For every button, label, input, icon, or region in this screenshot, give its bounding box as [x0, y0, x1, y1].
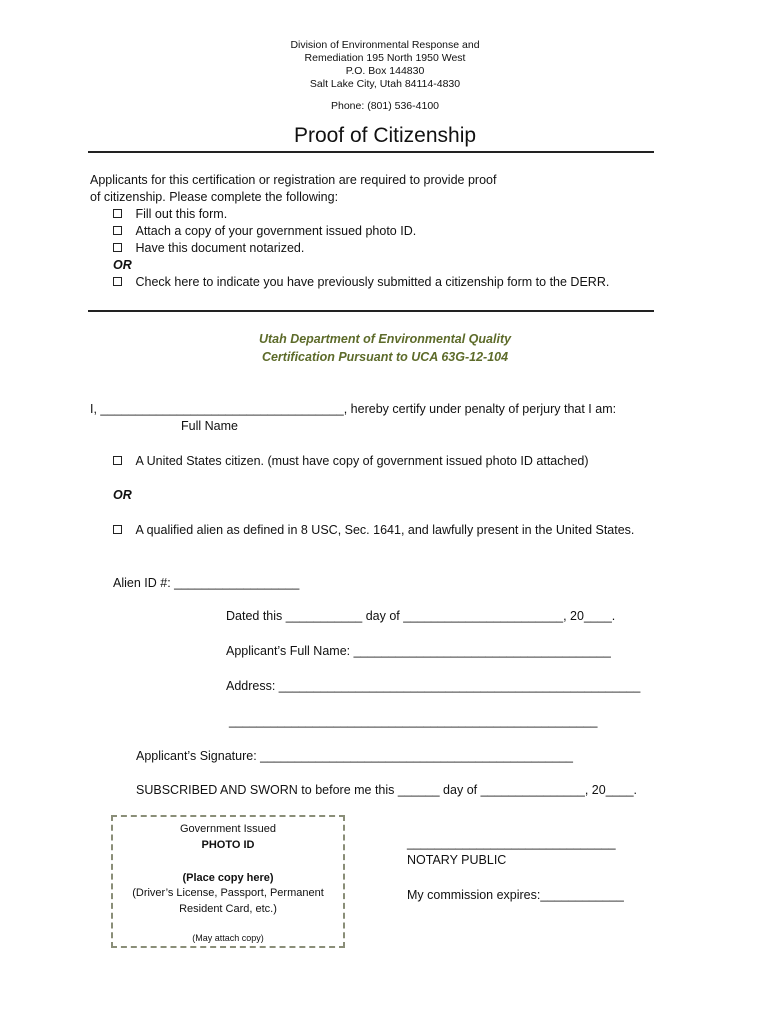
option-qualified-alien[interactable]	[113, 523, 634, 537]
page-title: Proof of Citizenship	[293, 124, 477, 147]
checklist-item-previous[interactable]	[113, 275, 609, 289]
checkbox[interactable]	[113, 243, 122, 252]
photo-box-line-5: Resident Card, etc.)	[179, 903, 277, 915]
checklist-item-attach-id[interactable]	[113, 224, 416, 238]
option-label: A qualified alien as defined in 8 USC, Sec. 1641, and lawfully present in the United States.	[135, 523, 635, 537]
intro-or: OR	[113, 258, 132, 272]
title-divider	[88, 151, 654, 153]
checklist-item-fill-form[interactable]	[113, 207, 227, 221]
checklist-item-label: Check here to indicate you have previously submitted a citizenship form to the DERR.	[135, 275, 610, 289]
dated-field[interactable]: Dated this ___________ day of _______________________, 20____.	[226, 609, 616, 623]
checkbox[interactable]	[113, 226, 122, 235]
section-divider	[88, 310, 654, 312]
option-us-citizen[interactable]	[113, 454, 589, 468]
header-line-2: Remediation 195 North 1950 West	[304, 52, 466, 64]
header-phone: Phone: (801) 536-4100	[331, 100, 439, 112]
declaration-or: OR	[113, 488, 132, 502]
alien-id-field[interactable]: Alien ID #: __________________	[113, 576, 300, 590]
checkbox[interactable]	[113, 525, 122, 534]
notary-public-label: NOTARY PUBLIC	[407, 853, 507, 867]
checkbox[interactable]	[113, 456, 122, 465]
cert-heading-2: Certification Pursuant to UCA 63G-12-104	[261, 350, 509, 364]
checklist-item-notarize[interactable]	[113, 241, 304, 255]
signature-field[interactable]: Applicant’s Signature: _____________________________________________	[136, 749, 573, 763]
intro-line-1: Applicants for this certification or registration are required to provide proof	[90, 173, 497, 187]
header-line-3: P.O. Box 144830	[345, 65, 425, 77]
photo-box-line-6: (May attach copy)	[192, 933, 264, 943]
photo-box-line-2: PHOTO ID	[201, 839, 255, 851]
intro-line-2: of citizenship. Please complete the following:	[90, 190, 339, 204]
checklist-item-label: Fill out this form.	[135, 207, 228, 221]
header-line-1: Division of Environmental Response and	[290, 39, 480, 51]
header-line-4: Salt Lake City, Utah 84114-4830	[309, 78, 461, 90]
photo-box-line-1: Government Issued	[180, 823, 276, 835]
checklist-item-label: Have this document notarized.	[135, 241, 305, 255]
option-label: A United States citizen. (must have copy of government issued photo ID attached)	[135, 454, 589, 468]
checkbox[interactable]	[113, 277, 122, 286]
notary-signature-line[interactable]: ______________________________	[407, 836, 616, 850]
photo-box-line-4: (Driver’s License, Passport, Permanent	[132, 887, 324, 899]
commission-expires-field[interactable]: My commission expires:____________	[407, 888, 624, 902]
address-field[interactable]: Address: ____________________________________________________	[226, 679, 641, 693]
photo-box-line-3: (Place copy here)	[182, 872, 274, 884]
checkbox[interactable]	[113, 209, 122, 218]
photo-id-box[interactable]	[111, 815, 345, 948]
cert-heading-1: Utah Department of Environmental Quality	[258, 332, 512, 346]
checklist-item-label: Attach a copy of your government issued photo ID.	[135, 224, 417, 238]
declaration-statement: I, ___________________________________, hereby certify under penalty of perjury that I am:	[90, 402, 617, 416]
full-name-label: Full Name	[181, 419, 238, 433]
address-line-2-field[interactable]: _____________________________________________________	[229, 714, 598, 728]
applicant-name-field[interactable]: Applicant’s Full Name: _____________________________________	[226, 644, 611, 658]
sworn-statement[interactable]: SUBSCRIBED AND SWORN to before me this ______ day of _______________, 20____.	[136, 783, 637, 797]
